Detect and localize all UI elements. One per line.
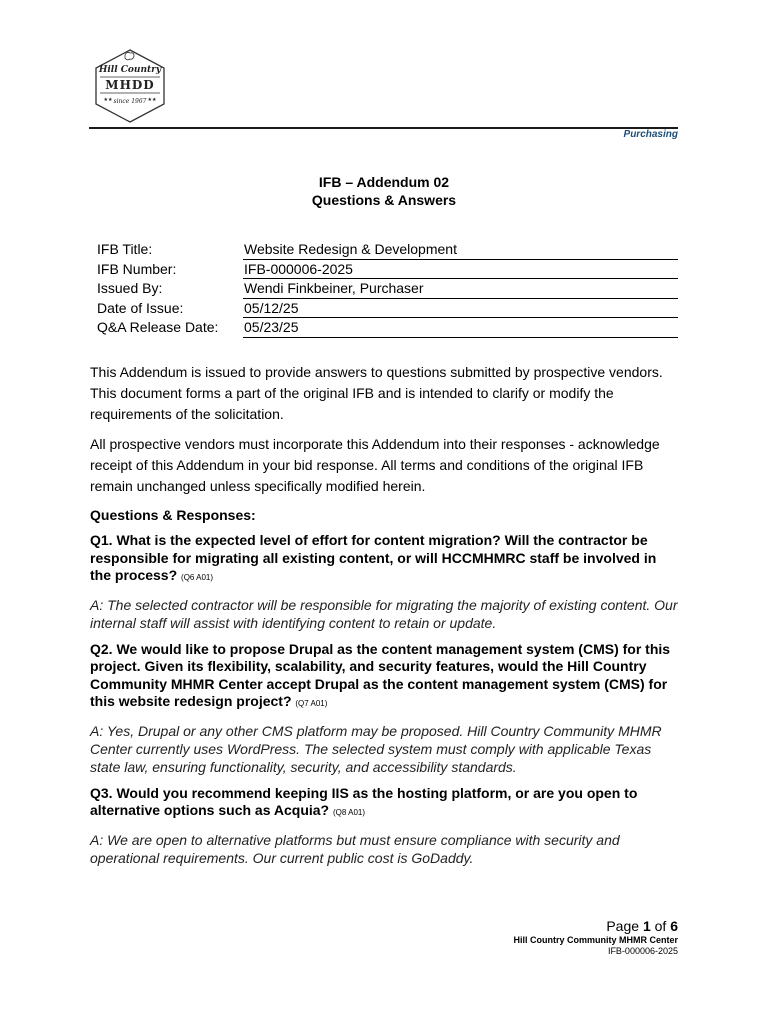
info-value: IFB-000006-2025	[243, 260, 678, 280]
intro-paragraph-1: This Addendum is issued to provide answers to questions submitted by prospective vendors. This document forms a part of the original IFB and is intended to clarify or modify the requirements of the solicitation.	[90, 364, 663, 422]
question	[90, 785, 680, 822]
page-number	[513, 917, 678, 935]
question-ref: (Q6 A01)	[181, 573, 214, 582]
section-heading: Questions & Responses:	[90, 507, 256, 523]
info-row-issued-by	[97, 279, 678, 299]
info-label: Date of Issue:	[97, 299, 184, 316]
document-body	[90, 362, 680, 876]
question-text: Q1. What is the expected level of effort for content migration? Will the contractor be responsible for migrating all existing content, or will HCCMHMRC staff be involved in the process?	[90, 532, 657, 583]
header-rule	[89, 127, 678, 129]
logo-stars-left: ★★	[103, 97, 113, 103]
info-label: IFB Number:	[97, 260, 177, 277]
department-label: Purchasing	[623, 129, 678, 140]
info-row-qa-release-date	[97, 318, 678, 338]
info-value: 05/23/25	[243, 318, 678, 338]
info-label: Issued By:	[97, 280, 163, 296]
hill-country-mhdd-logo	[92, 48, 168, 124]
answer: A: We are open to alternative platforms but must ensure compliance with security and operational requirements. Our current public cost is GoDaddy.	[90, 831, 620, 866]
info-value: Wendi Finkbeiner, Purchaser	[243, 279, 678, 299]
footer-org: Hill Country Community MHMR Center	[513, 935, 678, 945]
info-label: IFB Title:	[97, 241, 153, 257]
logo-line-2: MHDD	[105, 78, 155, 92]
answer: A: The selected contractor will be responsible for migrating the majority of existing content. Our internal staff will assist with identifying content to retain or update.	[90, 596, 678, 631]
question-ref: (Q7 A01)	[295, 699, 328, 708]
info-row-title	[97, 240, 678, 260]
info-value: Website Redesign & Development	[243, 240, 678, 260]
answer: A: Yes, Drupal or any other CMS platform may be proposed. Hill Country Community MHMR Center currently uses WordPress. The selected system must comply with applicable Texas state law, ensuring functionality, security, and accessibility standards.	[90, 722, 662, 775]
info-value: 05/12/25	[243, 299, 678, 319]
logo-line-3: since 1967	[113, 98, 147, 105]
title-line-1: IFB – Addendum 02	[318, 174, 450, 190]
current-page: 1	[642, 918, 651, 934]
page-word: Page	[606, 918, 640, 934]
info-row-number	[97, 260, 678, 280]
document-title	[0, 173, 768, 209]
qa-item-3	[90, 785, 680, 867]
qa-item-1	[90, 532, 680, 632]
of-word: of	[654, 918, 667, 934]
intro-paragraph-2: All prospective vendors must incorporate this Addendum into their responses - acknowledge receipt of this Addendum in your bid response. All terms and conditions of the original IFB remain unchanged unless specifically modified herein.	[90, 436, 660, 494]
logo-line-1: Hill Country	[98, 65, 162, 75]
question-text: Q3. Would you recommend keeping IIS as the hosting platform, or are you open to alternative options such as Acquia?	[90, 784, 638, 818]
ifb-info-table	[97, 240, 678, 338]
page-footer	[513, 917, 678, 957]
question	[90, 641, 680, 713]
info-row-date-of-issue	[97, 299, 678, 319]
question-text: Q2. We would like to propose Drupal as the content management system (CMS) for this project. Given its flexibility, scalability, and security features, would the Hill Country Community MHMR Center accept Drupal as the content management system (CMS) for this website redesign project?	[90, 640, 671, 709]
qa-item-2	[90, 641, 680, 776]
question-ref: (Q8 A01)	[332, 808, 365, 817]
question	[90, 532, 680, 587]
title-line-2: Questions & Answers	[311, 192, 457, 208]
footer-ifb-number: IFB-000006-2025	[607, 946, 678, 956]
info-label: Q&A Release Date:	[97, 319, 219, 335]
logo-stars-right: ★★	[147, 97, 157, 103]
total-pages: 6	[670, 918, 678, 934]
